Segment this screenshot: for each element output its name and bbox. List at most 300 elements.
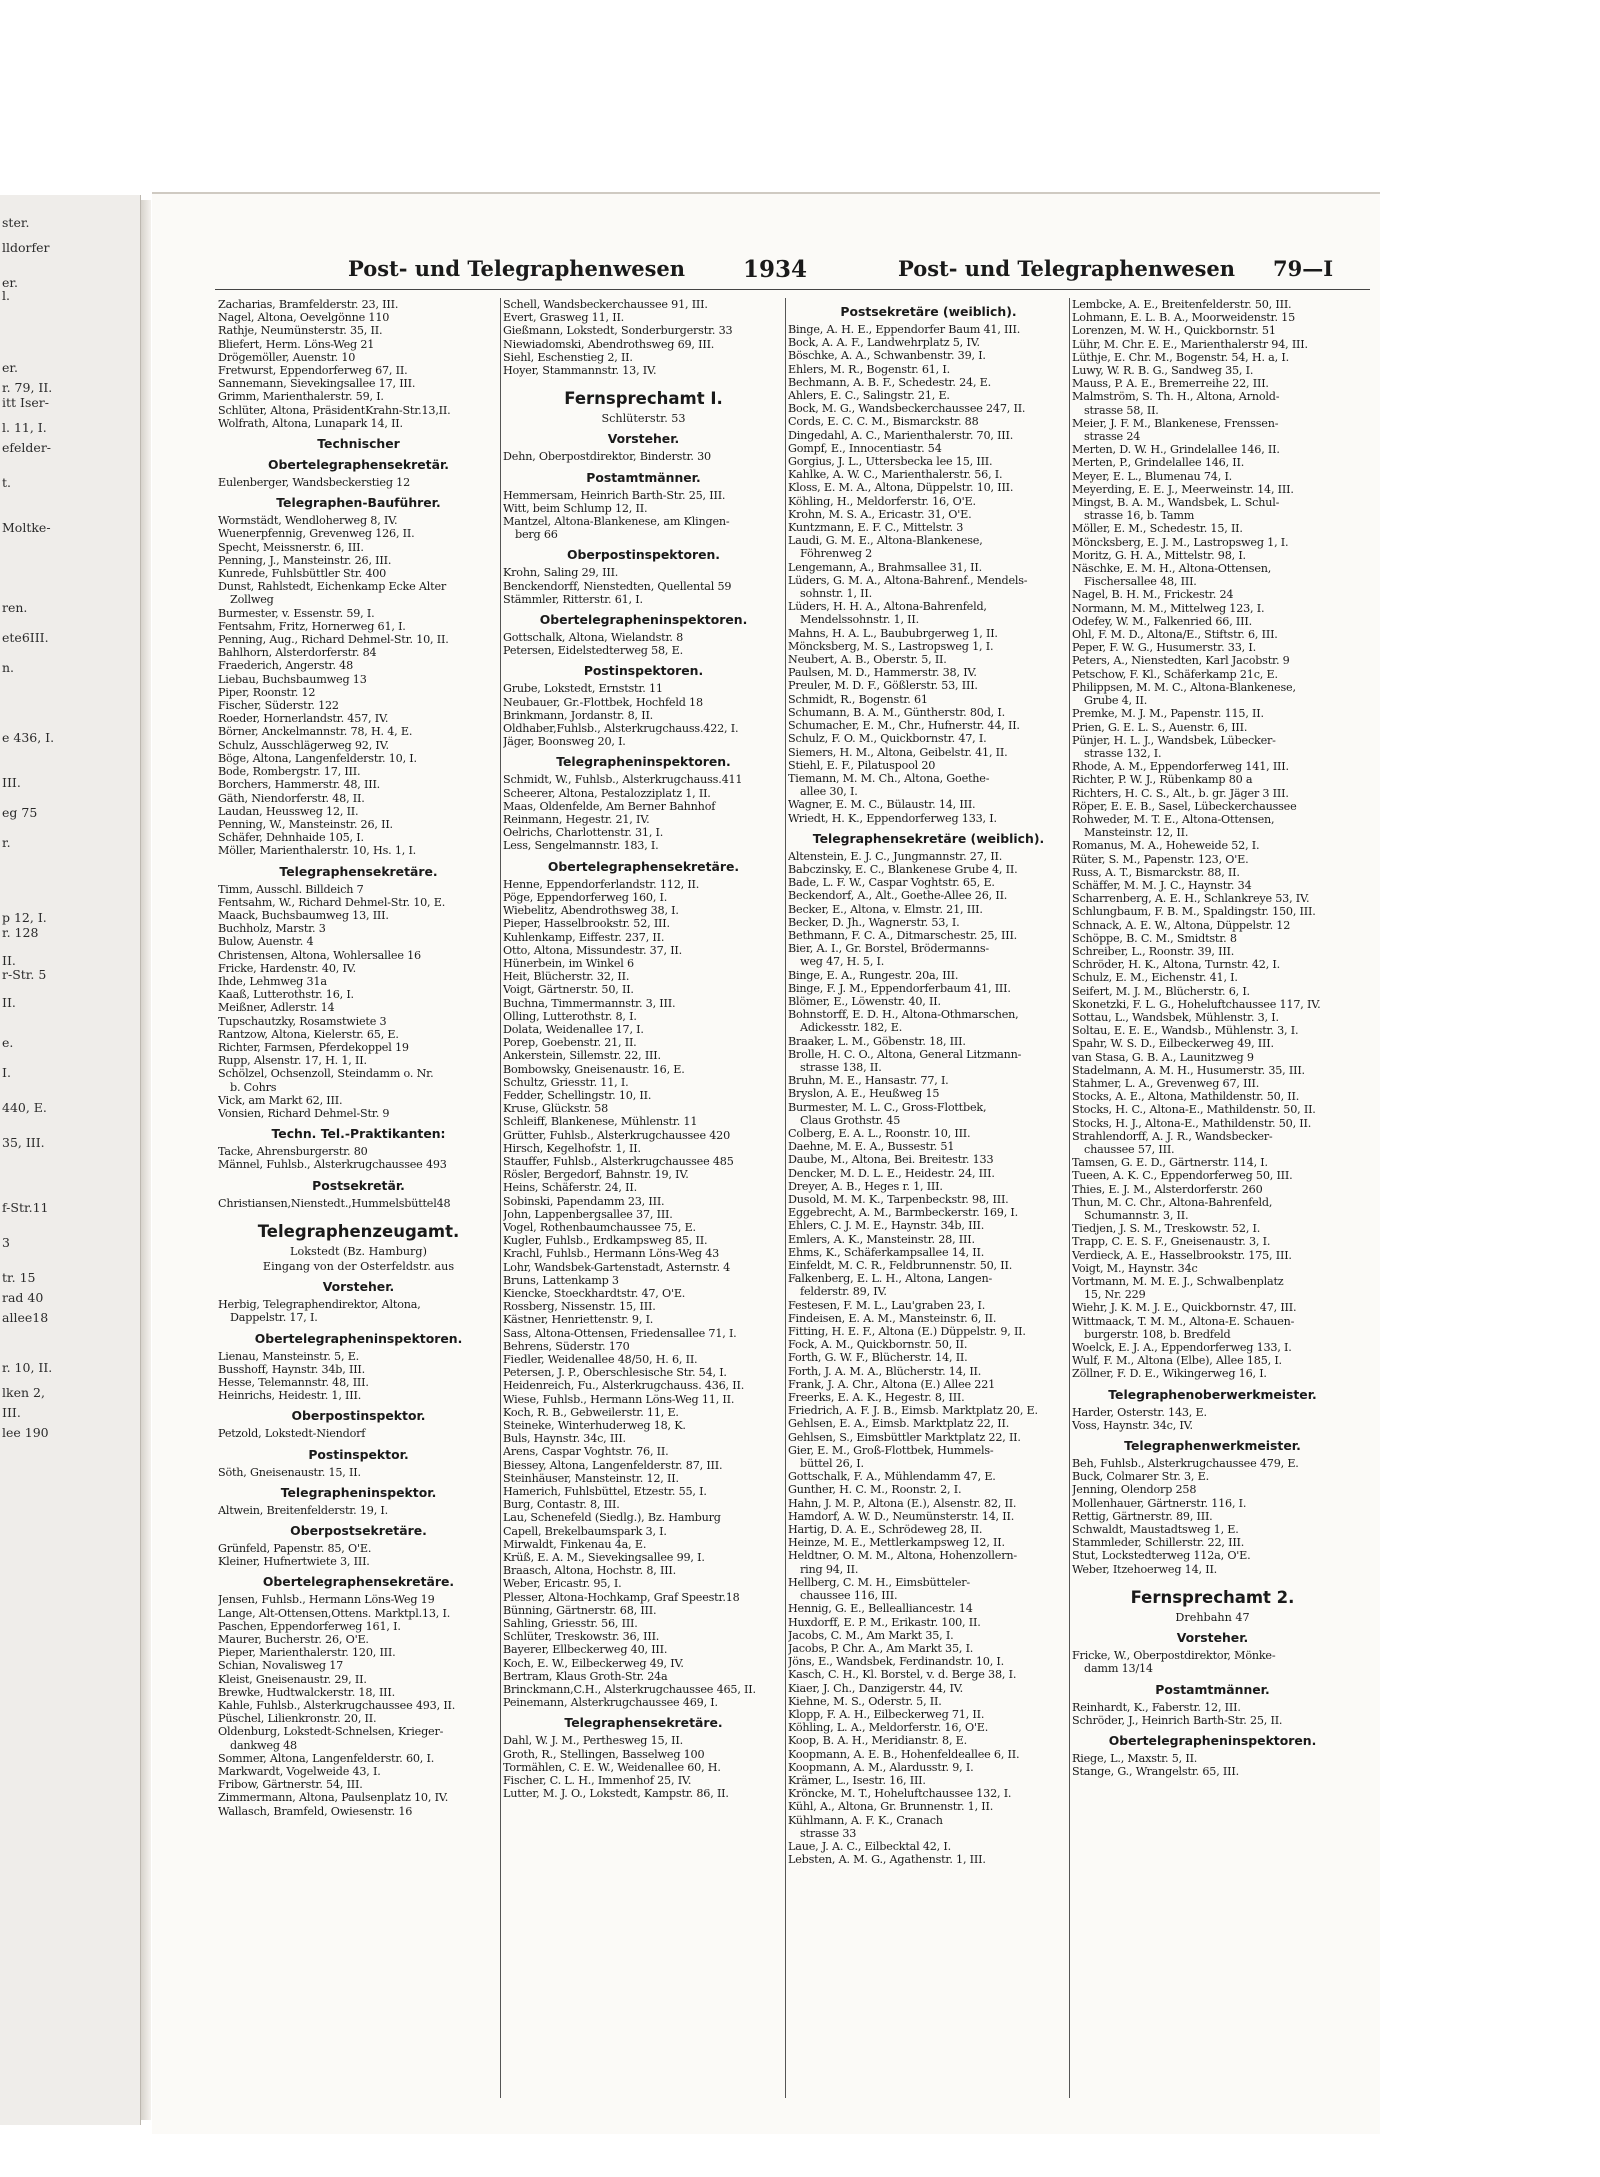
directory-entry: Möncksberg, E. J. M., Lastropsweg 1, I. [1072, 535, 1289, 549]
directory-entry: Weber, Itzehoerweg 14, II. [1072, 1562, 1218, 1576]
directory-entry: Specht, Meissnerstr. 6, III. [218, 540, 364, 554]
directory-entry: Skonetzki, F. L. G., Hoheluftchaussee 117, IV. [1072, 997, 1321, 1011]
directory-entry: Hoyer, Stammannstr. 13, IV. [503, 364, 657, 378]
directory-entry: Rupp, Alsenstr. 17, H. 1, II. [218, 1054, 367, 1068]
directory-entry: Koch, E. W., Eilbeckerweg 49, IV. [503, 1656, 684, 1670]
directory-entry: Heit, Blücherstr. 32, II. [503, 970, 630, 984]
directory-entry: Spahr, W. S. D., Eilbeckerweg 49, III. [1072, 1037, 1274, 1051]
directory-entry: Heidenreich, Fu., Alsterkrugchauss. 436, II. [503, 1379, 745, 1393]
fragment-text: ete6III. [2, 630, 49, 645]
directory-column-4 [1072, 298, 1353, 2148]
directory-entry: Penning, Aug., Richard Dehmel-Str. 10, II. [218, 633, 449, 647]
directory-entry: Sottau, L., Wandsbek, Mühlenstr. 3, I. [1072, 1010, 1279, 1024]
directory-entry: Altwein, Breitenfelderstr. 19, I. [218, 1503, 388, 1517]
directory-entry: Gehlsen, S., Eimsbüttler Marktplatz 22, II. [788, 1430, 1021, 1444]
directory-entry: Preuler, M. D. F., Gößlerstr. 53, III. [788, 679, 978, 693]
section-heading: Obertelegrapheninspektoren. [539, 612, 748, 628]
directory-entry: Mingst, B. A. M., Wandsbek, L. Schul- [1072, 496, 1280, 510]
directory-entry: Becker, D. Jh., Wagnerstr. 53, I. [788, 915, 960, 929]
directory-entry: Fentsahm, Fritz, Hornerweg 61, I. [218, 619, 406, 633]
directory-entry: Harder, Osterstr. 143, E. [1072, 1405, 1207, 1419]
directory-entry: Kahle, Fuhlsb., Alsterkrugchaussee 493, II. [218, 1699, 456, 1713]
directory-entry: Schulz, Ausschlägerweg 92, IV. [218, 738, 389, 752]
directory-entry: Bode, Rombergstr. 17, III. [218, 765, 361, 779]
directory-entry: Dreyer, A. B., Heges r. 1, III. [788, 1179, 943, 1193]
directory-entry: Buck, Colmarer Str. 3, E. [1072, 1470, 1209, 1484]
entry-continuation: Mansteinstr. 12, II. [1084, 826, 1189, 840]
directory-entry: Dencker, M. D. L. E., Heidestr. 24, III. [788, 1166, 995, 1180]
section-heading: Postinspektor. [308, 1446, 409, 1462]
entry-continuation: burgerstr. 108, b. Bredfeld [1084, 1327, 1231, 1341]
directory-entry: Heins, Schäferstr. 24, II. [503, 1181, 637, 1195]
directory-entry: Heldtner, O. M. M., Altona, Hohenzollern- [788, 1549, 1017, 1563]
directory-entry: Rohweder, M. T. E., Altona-Ottensen, [1072, 812, 1275, 826]
directory-entry: Lengemann, A., Brahmsallee 31, II. [788, 560, 982, 574]
directory-entry: Eulenberger, Wandsbeckerstieg 12 [218, 476, 411, 490]
directory-entry: Brinckmann,C.H., Alsterkrugchaussee 465, II. [503, 1683, 756, 1697]
directory-entry: Tiemann, M. M. Ch., Altona, Goethe- [788, 771, 990, 785]
directory-entry: Mantzel, Altona-Blankenese, am Klingen- [503, 515, 730, 529]
directory-entry: Schell, Wandsbeckerchaussee 91, III. [503, 298, 708, 311]
directory-entry: Prien, G. E. L. S., Auenstr. 6, III. [1072, 720, 1248, 734]
fragment-text: r. 79, II. [2, 380, 53, 395]
section-heading: Oberpostinspektoren. [566, 547, 721, 563]
directory-entry: Schultz, Griesstr. 11, I. [503, 1075, 629, 1089]
directory-entry: Hahn, J. M. P., Altona (E.), Alsenstr. 82, II. [788, 1496, 1017, 1510]
directory-entry: Dingedahl, A. C., Marienthalerstr. 70, III. [788, 428, 1014, 442]
fragment-text: ren. [2, 600, 28, 615]
entry-continuation: strasse 16, b. Tamm [1084, 509, 1195, 523]
column-divider [500, 298, 501, 2098]
directory-entry: Koopmann, A. M., Alardusstr. 9, I. [788, 1760, 974, 1774]
section-heading: Telegraphensekretäre (weiblich). [812, 830, 1045, 846]
directory-entry: Verdieck, A. E., Hasselbrookstr. 175, III. [1072, 1248, 1292, 1262]
section-heading: Postsekretäre (weiblich). [840, 304, 1017, 319]
entry-continuation: Föhrenweg 2 [800, 547, 873, 561]
directory-entry: Bayerer, Ellbeckerweg 40, III. [503, 1643, 668, 1657]
directory-entry: Klopp, F. A. H., Eilbeckerweg 71, II. [788, 1707, 985, 1721]
directory-entry: Herbig, Telegraphendirektor, Altona, [218, 1298, 421, 1312]
directory-entry: Wiese, Fuhlsb., Hermann Löns-Weg 11, II. [503, 1392, 735, 1406]
section-heading: Obertelegrapheninspektoren. [254, 1330, 463, 1346]
section-heading: Telegraphenoberwerkmeister. [1108, 1386, 1317, 1402]
running-header [193, 256, 1343, 290]
directory-entry: Meißner, Adlerstr. 14 [218, 1001, 335, 1015]
directory-entry: Meier, J. F. M., Blankenese, Frenssen- [1072, 416, 1279, 430]
directory-entry: Tiedjen, J. S. M., Treskowstr. 52, I. [1072, 1222, 1261, 1236]
office-subheading: Schlüterstr. 53 [601, 412, 686, 426]
section-heading: Telegrapheninspektoren. [556, 754, 731, 770]
directory-entry: Stämmler, Ritterstr. 61, I. [503, 592, 643, 606]
directory-entry: Oldhaber,Fuhlsb., Alsterkrugchauss.422, I. [503, 722, 739, 736]
directory-entry: Bulow, Auenstr. 4 [218, 935, 314, 949]
fragment-text: er. [2, 360, 18, 375]
section-heading: Obertelegraphensekretär. [267, 457, 450, 473]
directory-entry: Stadelmann, A. M. H., Husumerstr. 35, III. [1072, 1063, 1305, 1077]
office-subheading: Lokstedt (Bz. Hamburg) [290, 1244, 427, 1258]
entry-continuation: strasse 33 [800, 1826, 857, 1840]
section-heading: Vorsteher. [322, 1279, 395, 1295]
section-heading: Oberpostsekretäre. [290, 1523, 427, 1539]
directory-entry: Maurer, Bucherstr. 26, O'E. [218, 1633, 369, 1647]
directory-entry: Kaaß, Lutterothstr. 16, I. [218, 988, 354, 1002]
fragment-text: II. [2, 953, 16, 968]
directory-entry: Friedrich, A. F. J. B., Eimsb. Marktplatz 20, E. [788, 1404, 1038, 1418]
directory-entry: Fiedler, Weidenallee 48/50, H. 6, II. [503, 1353, 698, 1366]
directory-entry: Kugler, Fuhlsb., Erdkampsweg 85, II. [503, 1234, 708, 1248]
column-divider [1069, 298, 1070, 2098]
directory-entry: Wagner, E. M. C., Bülaustr. 14, III. [788, 798, 976, 812]
directory-entry: Beh, Fuhlsb., Alsterkrugchaussee 479, E. [1072, 1457, 1299, 1471]
office-subheading: Eingang von der Osterfeldstr. aus [262, 1259, 455, 1273]
directory-entry: Peper, F. W. G., Husumerstr. 33, I. [1072, 641, 1256, 655]
directory-entry: Hesse, Telemannstr. 48, III. [218, 1376, 369, 1389]
directory-entry: Pieper, Hasselbrookstr. 52, III. [503, 917, 670, 931]
directory-entry: Bliefert, Herm. Löns-Weg 21 [218, 337, 375, 351]
directory-entry: Huxdorff, E. P. M., Erikastr. 100, II. [788, 1615, 981, 1629]
directory-entry: Christiansen,Nienstedt.,Hummelsbüttel48 [218, 1196, 451, 1210]
header-title-left: Post- und Telegraphenwesen [348, 256, 686, 281]
directory-entry: Frank, J. A. Chr., Altona (E.) Allee 221 [788, 1377, 996, 1391]
directory-entry: Krüß, E. A. M., Sievekingsallee 99, I. [503, 1551, 705, 1565]
directory-entry: Maas, Oldenfelde, Am Berner Bahnhof [503, 799, 716, 813]
directory-entry: Rossberg, Nissenstr. 15, III. [503, 1300, 656, 1314]
directory-entry: Lorenzen, M. W. H., Quickbornstr. 51 [1072, 324, 1276, 338]
directory-entry: Schulz, F. O. M., Quickbornstr. 47, I. [788, 732, 987, 746]
directory-entry: Peters, A., Nienstedten, Karl Jacobstr. 9 [1072, 654, 1290, 668]
directory-entry: Freerks, E. A. K., Hegestr. 8, III. [788, 1391, 965, 1405]
directory-entry: Rathje, Neumünsterstr. 35, II. [218, 324, 383, 338]
directory-entry: Fretwurst, Eppendorferweg 67, II. [218, 364, 408, 378]
directory-entry: Kröncke, M. T., Hoheluftchaussee 132, I. [788, 1787, 1012, 1801]
directory-entry: Kruse, Glückstr. 58 [503, 1102, 609, 1116]
directory-entry: Schumann, B. A. M., Güntherstr. 80d, I. [788, 705, 1005, 719]
directory-entry: Weber, Ericastr. 95, I. [503, 1577, 622, 1591]
entry-continuation: Grube 4, II. [1084, 694, 1148, 708]
directory-entry: Kahlke, A. W. C., Marienthalerstr. 56, I. [788, 468, 1003, 482]
entry-continuation: Adickesstr. 182, E. [800, 1021, 903, 1035]
directory-entry: Koopmann, A. E. B., Hohenfeldeallee 6, II. [788, 1747, 1020, 1761]
directory-column-3 [788, 298, 1069, 2148]
directory-entry: Gorgius, J. L., Uttersbecka lee 15, III. [788, 455, 993, 469]
fragment-text: f-Str.11 [2, 1200, 49, 1215]
directory-entry: Hünerbein, im Winkel 6 [503, 956, 634, 970]
directory-entry: Ehms, K., Schäferkampsallee 14, II. [788, 1245, 985, 1259]
section-heading: Postinspektoren. [583, 663, 704, 679]
directory-entry: Hennig, G. E., Bellealliancestr. 14 [788, 1602, 973, 1616]
directory-entry: Timm, Ausschl. Billdeich 7 [218, 882, 364, 896]
directory-entry: Grütter, Fuhlsb., Alsterkrugchaussee 420 [503, 1128, 730, 1142]
directory-entry: Russ, A. T., Bismarckstr. 88, II. [1072, 865, 1240, 879]
directory-entry: Fock, A. M., Quickbornstr. 50, II. [788, 1338, 968, 1352]
directory-entry: Mauss, P. A. E., Bremerreihe 22, III. [1072, 377, 1269, 391]
directory-entry: John, Lappenbergsallee 37, III. [503, 1207, 673, 1221]
directory-entry: Dusold, M. M. K., Tarpenbeckstr. 98, III. [788, 1193, 1009, 1206]
entry-continuation: sohnstr. 1, II. [800, 587, 872, 601]
fragment-text: 440, E. [2, 1100, 47, 1115]
fragment-text: 35, III. [2, 1135, 45, 1150]
directory-entry: Kästner, Henriettenstr. 9, I. [503, 1313, 654, 1327]
directory-entry: Ihde, Lehmweg 31a [218, 974, 327, 988]
directory-entry: Näschke, E. M. H., Altona-Ottensen, [1072, 562, 1272, 576]
directory-entry: Gehlsen, E. A., Eimsb. Marktplatz 22, II. [788, 1417, 1010, 1431]
directory-entry: Möller, E. M., Schedestr. 15, II. [1072, 522, 1243, 536]
section-heading: Telegrapheninspektor. [280, 1484, 437, 1500]
directory-entry: Binge, E. A., Rungestr. 20a, III. [788, 968, 959, 982]
directory-entry: Stocks, H. C., Altona-E., Mathildenstr. 50, II. [1072, 1103, 1316, 1117]
directory-entry: Rettig, Gärtnerstr. 89, III. [1072, 1509, 1213, 1523]
directory-entry: Wulf, F. M., Altona (Elbe), Allee 185, I. [1072, 1354, 1282, 1368]
section-heading: Postsekretär. [312, 1177, 405, 1193]
directory-entry: Seifert, M. J. M., Blücherstr. 6, I. [1072, 984, 1250, 998]
entry-continuation: chaussee 116, III. [800, 1589, 898, 1603]
directory-entry: Koch, R. B., Gebweilerstr. 11, E. [503, 1405, 679, 1419]
directory-entry: Soltau, E. E. E., Wandsb., Mühlenstr. 3, I. [1072, 1024, 1299, 1038]
directory-entry: Richter, P. W. J., Rübenkamp 80 a [1072, 773, 1253, 787]
directory-entry: Fribow, Gärtnerstr. 54, III. [218, 1778, 363, 1792]
directory-entry: Koop, B. A. H., Meridianstr. 8, E. [788, 1734, 967, 1748]
directory-entry: Schröder, J., Heinrich Barth-Str. 25, II. [1072, 1713, 1283, 1727]
entry-continuation: büttel 26, I. [800, 1457, 864, 1471]
directory-entry: Jenning, Olendorp 258 [1072, 1483, 1197, 1497]
entry-continuation: 15, Nr. 229 [1084, 1288, 1146, 1302]
directory-entry: Bade, L. F. W., Caspar Voghtstr. 65, E. [788, 876, 995, 890]
section-heading: Technischer [317, 436, 400, 452]
directory-entry: Behrens, Süderstr. 170 [503, 1339, 630, 1353]
office-subheading: Drehbahn 47 [1175, 1610, 1250, 1624]
directory-entry: Stiehl, E. F., Pilatuspool 20 [788, 758, 936, 772]
directory-entry: Blömer, E., Löwenstr. 40, II. [788, 994, 941, 1008]
directory-entry: Richters, H. C. S., Alt., b. gr. Jäger 3 III. [1072, 786, 1289, 800]
directory-entry: Penning, J., Mansteinstr. 26, III. [218, 553, 392, 567]
entry-continuation: strasse 24 [1084, 430, 1141, 444]
directory-entry: Kloss, E. M. A., Altona, Düppelstr. 10, III. [788, 481, 1014, 495]
directory-entry: Gunther, H. C. M., Roonstr. 2, I. [788, 1483, 962, 1497]
directory-entry: Zimmermann, Altona, Paulsenplatz 10, IV. [218, 1791, 449, 1805]
directory-entry: Gießmann, Lokstedt, Sonderburgerstr. 33 [503, 324, 733, 338]
directory-entry: Tormählen, C. E. W., Weidenallee 60, H. [503, 1760, 721, 1774]
directory-entry: Siehl, Eschenstieg 2, II. [503, 350, 633, 364]
directory-entry: Kuntzmann, E. F. C., Mittelstr. 3 [788, 521, 964, 535]
fragment-text: t. [2, 475, 11, 490]
office-heading: Fernsprechamt I. [564, 389, 723, 409]
entry-continuation: Claus Grothstr. 45 [800, 1113, 901, 1127]
directory-entry: Mahns, H. A. L., Baububrgerweg 1, II. [788, 626, 998, 640]
directory-entry: Dehn, Oberpostdirektor, Binderstr. 30 [503, 450, 711, 464]
fragment-text: eg 75 [2, 805, 38, 820]
directory-entry: Laue, J. A. C., Eilbecktal 42, I. [788, 1839, 951, 1853]
section-heading: Oberpostinspektor. [291, 1408, 426, 1424]
section-heading: Telegraphen-Bauführer. [276, 495, 441, 511]
directory-entry: Lüthje, E. Chr. M., Bogenstr. 54, H. a, I. [1072, 350, 1289, 364]
section-heading: Telegraphensekretäre. [279, 863, 438, 879]
directory-entry: Bruhn, M. E., Hansastr. 77, I. [788, 1074, 949, 1088]
directory-entry: Witt, beim Schlump 12, II. [503, 501, 648, 515]
directory-entry: Capell, Brekelbaumspark 3, I. [503, 1524, 667, 1538]
header-year: 1934 [743, 256, 808, 283]
header-rule [215, 289, 1370, 290]
directory-entry: Jensen, Fuhlsb., Hermann Löns-Weg 19 [218, 1593, 435, 1607]
fragment-text: r. 128 [2, 925, 39, 940]
directory-entry: Dolata, Weidenallee 17, I. [503, 1022, 644, 1036]
directory-entry: Stauffer, Fuhlsb., Alsterkrugchaussee 485 [503, 1154, 734, 1168]
directory-entry: Fedder, Schellingstr. 10, II. [503, 1088, 652, 1102]
directory-entry: Bock, M. G., Wandsbeckerchaussee 247, II. [788, 402, 1026, 416]
directory-entry: Wolfrath, Altona, Lunapark 14, II. [218, 416, 403, 430]
directory-entry: Odefey, W. M., Falkenried 66, III. [1072, 614, 1252, 628]
entry-continuation: chaussee 57, III. [1084, 1143, 1175, 1156]
entry-continuation: dankweg 48 [230, 1738, 297, 1752]
directory-entry: Hamerich, Fuhlsbüttel, Etzestr. 55, I. [503, 1485, 707, 1499]
directory-entry: Böschke, A. A., Schwanbenstr. 39, I. [788, 349, 986, 363]
directory-entry: Tueen, A. K. C., Eppendorferweg 50, III. [1072, 1169, 1293, 1183]
directory-entry: Sommer, Altona, Langenfelderstr. 60, I. [218, 1751, 435, 1765]
directory-entry: Mollenhauer, Gärtnerstr. 116, I. [1072, 1496, 1247, 1510]
directory-entry: Beckendorf, A., Alt., Goethe-Allee 26, II. [788, 889, 1008, 903]
directory-entry: Vonsien, Richard Dehmel-Str. 9 [218, 1106, 390, 1120]
directory-entry: Groth, R., Stellingen, Basselweg 100 [503, 1747, 705, 1761]
directory-entry: Jäger, Boonsweg 20, I. [503, 735, 626, 749]
directory-entry: Söth, Gneisenaustr. 15, II. [218, 1465, 361, 1479]
fragment-text: l. [2, 288, 10, 303]
fragment-text: ster. [2, 215, 30, 230]
directory-entry: Einfeldt, M. C. R., Feldbrunnenstr. 50, II. [788, 1259, 1013, 1273]
directory-entry: Scharrenberg, A. E. H., Schlankreye 53, IV. [1072, 892, 1310, 906]
column-divider [785, 298, 786, 2098]
directory-entry: Dahl, W. J. M., Perthesweg 15, II. [503, 1734, 683, 1748]
directory-entry: Lange, Alt-Ottensen,Ottens. Marktpl.13, I. [218, 1606, 451, 1620]
directory-entry: Burg, Contastr. 8, III. [503, 1498, 620, 1512]
entry-continuation: allee 30, I. [800, 785, 858, 799]
header-title-right: Post- und Telegraphenwesen [898, 256, 1236, 281]
directory-entry: Neubert, A. B., Oberstr. 5, II. [788, 653, 947, 667]
directory-entry: Schleiff, Blankenese, Mühlenstr. 11 [503, 1115, 698, 1129]
directory-entry: Bock, A. A. F., Landwehrplatz 5, IV. [788, 336, 980, 350]
directory-entry: Heinze, M. E., Mettlerkampsweg 12, II. [788, 1536, 1005, 1550]
directory-entry: Börner, Anckelmannstr. 78, H. 4, E. [218, 725, 413, 739]
directory-entry: Oldenburg, Lokstedt-Schnelsen, Krieger- [218, 1725, 444, 1739]
directory-entry: Findeisen, E. A. M., Mansteinstr. 6, II. [788, 1311, 997, 1325]
directory-entry: Rüter, S. M., Papenstr. 123, O'E. [1072, 852, 1249, 866]
directory-entry: Kiehne, M. S., Oderstr. 5, II. [788, 1694, 942, 1708]
directory-entry: Steinhäuser, Mansteinstr. 12, II. [503, 1471, 679, 1485]
directory-entry: Philippsen, M. M. C., Altona-Blankenese, [1072, 680, 1296, 694]
directory-entry: Kühlmann, A. F. K., Cranach [788, 1813, 943, 1827]
directory-entry: Buls, Haynstr. 34c, III. [503, 1432, 626, 1446]
fragment-text: n. [2, 660, 15, 675]
directory-entry: Zacharias, Bramfelderstr. 23, III. [218, 298, 399, 311]
directory-entry: Jacobs, C. M., Am Markt 35, I. [788, 1628, 954, 1642]
entry-continuation: berg 66 [515, 528, 558, 542]
directory-entry: Jöns, E., Wandsbek, Ferdinandstr. 10, I. [788, 1655, 1004, 1669]
directory-entry: Niewiadomski, Abendrothsweg 69, III. [503, 337, 715, 351]
directory-column-1 [218, 298, 499, 2148]
directory-entry: Evert, Grasweg 11, II. [503, 311, 625, 325]
directory-entry: Wiebelitz, Abendrothsweg 38, I. [503, 904, 679, 918]
directory-entry: Benckendorff, Nienstedten, Quellental 59 [503, 579, 732, 593]
directory-entry: Daube, M., Altona, Bei. Breitestr. 133 [788, 1153, 994, 1167]
directory-entry: Biessey, Altona, Langenfelderstr. 87, III. [503, 1458, 723, 1472]
entry-continuation: Fischersallee 48, III. [1084, 575, 1197, 589]
directory-entry: Sass, Altona-Ottensen, Friedensallee 71, I. [503, 1326, 737, 1340]
book-gutter [141, 200, 151, 2120]
directory-entry: Bohnstorff, E. D. H., Altona-Othmarschen, [788, 1008, 1019, 1022]
directory-entry: Schmidt, W., Fuhlsb., Alsterkrugchauss.411 [503, 773, 743, 787]
directory-entry: Lebsten, A. M. G., Agathenstr. 1, III. [788, 1853, 986, 1867]
directory-entry: Hartig, D. A. E., Schrödeweg 28, II. [788, 1523, 983, 1537]
directory-entry: Schöppe, B. C. M., Smidtstr. 8 [1072, 931, 1237, 945]
directory-entry: Möncksberg, M. S., Lastropsweg 1, I. [788, 639, 994, 653]
directory-entry: Peinemann, Alsterkrugchaussee 469, I. [503, 1696, 718, 1710]
directory-entry: Becker, E., Altona, v. Elmstr. 21, III. [788, 902, 983, 916]
fragment-text: lee 190 [2, 1425, 49, 1440]
entry-continuation: strasse 58, II. [1084, 403, 1159, 417]
entry-continuation: strasse 138, II. [800, 1060, 882, 1074]
directory-entry: Fricke, W., Oberpostdirektor, Mönke- [1072, 1649, 1276, 1663]
directory-entry: Bombowsky, Gneisenaustr. 16, E. [503, 1062, 685, 1076]
fragment-text: p 12, I. [2, 910, 47, 925]
directory-entry: Köhling, L. A., Meldorferstr. 16, O'E. [788, 1721, 989, 1735]
fragment-text: l. 11, I. [2, 420, 47, 435]
directory-entry: Stahmer, L. A., Grevenweg 67, III. [1072, 1076, 1260, 1090]
directory-entry: Emlers, A. K., Mansteinstr. 28, III. [788, 1232, 975, 1246]
directory-column-2 [503, 298, 784, 2148]
directory-entry: Christensen, Altona, Wohlersallee 16 [218, 948, 421, 962]
directory-entry: Grube, Lokstedt, Ernststr. 11 [503, 682, 663, 696]
directory-entry: Lüders, G. M. A., Altona-Bahrenf., Mendels- [788, 573, 1028, 587]
directory-entry: Pünjer, H. L. J., Wandsbek, Lübecker- [1072, 733, 1276, 747]
directory-entry: Piper, Roonstr. 12 [218, 685, 316, 699]
directory-entry: Lohmann, E. L. B. A., Moorweidenstr. 15 [1072, 311, 1296, 325]
directory-entry: Wallasch, Bramfeld, Owiesenstr. 16 [218, 1804, 413, 1818]
section-heading: Obertelegrapheninspektoren. [1108, 1732, 1317, 1748]
directory-entry: Scheerer, Altona, Pestalozziplatz 1, II. [503, 786, 711, 800]
directory-entry: Binge, F. J. M., Eppendorferbaum 41, III. [788, 981, 1011, 995]
section-heading: Obertelegraphensekretäre. [547, 858, 740, 874]
directory-entry: Kuhlenkamp, Eiffestr. 237, II. [503, 930, 665, 944]
fragment-text: Moltke- [2, 520, 51, 535]
directory-entry: Schlüter, Altona, PräsidentKrahn-Str.13,II. [218, 403, 451, 417]
fragment-text: lldorfer [2, 240, 50, 255]
section-heading: Techn. Tel.-Praktikanten: [271, 1126, 446, 1142]
directory-entry: Petersen, J. P., Oberschlesische Str. 54, I. [503, 1366, 727, 1380]
directory-entry: Buchholz, Marstr. 3 [218, 922, 326, 936]
directory-entry: Meyerding, E. E. J., Meerweinstr. 14, III. [1072, 482, 1294, 496]
fragment-text: efelder- [2, 440, 52, 455]
fragment-text: itt Iser- [2, 395, 49, 410]
section-heading: Postamtmänner. [1155, 1681, 1270, 1697]
directory-entry: Wittmaack, T. M. M., Altona-E. Schauen- [1072, 1314, 1295, 1328]
directory-entry: Premke, M. J. M., Papenstr. 115, II. [1072, 707, 1264, 721]
directory-entry: Strahlendorff, A. J. R., Wandsbecker- [1072, 1129, 1273, 1143]
directory-entry: Schlüter, Treskowstr. 36, III. [503, 1630, 660, 1644]
directory-entry: Paschen, Eppendorferweg 161, I. [218, 1619, 401, 1633]
fragment-text: allee18 [2, 1310, 49, 1325]
section-heading: Obertelegraphensekretäre. [262, 1574, 455, 1590]
directory-entry: Neubauer, Gr.-Flottbek, Hochfeld 18 [503, 695, 703, 709]
directory-entry: Forth, J. A. M. A., Blücherstr. 14, II. [788, 1364, 982, 1378]
directory-entry: Sobinski, Papendamm 23, III. [503, 1194, 665, 1208]
fragment-text: 3 [2, 1235, 10, 1250]
directory-entry: Gäth, Niendorferstr. 48, II. [218, 791, 365, 805]
directory-entry: Kiencke, Stoeckhardtstr. 47, O'E. [503, 1286, 686, 1300]
directory-entry: Normann, M. M., Mittelweg 123, I. [1072, 601, 1265, 615]
fragment-text: III. [2, 775, 21, 790]
entry-continuation: weg 47, H. 5, I. [800, 955, 885, 969]
directory-entry: Falkenberg, E. L. H., Altona, Langen- [788, 1272, 993, 1286]
entry-continuation: Dappelstr. 17, I. [230, 1311, 318, 1325]
directory-entry: Stange, G., Wrangelstr. 65, III. [1072, 1765, 1239, 1779]
